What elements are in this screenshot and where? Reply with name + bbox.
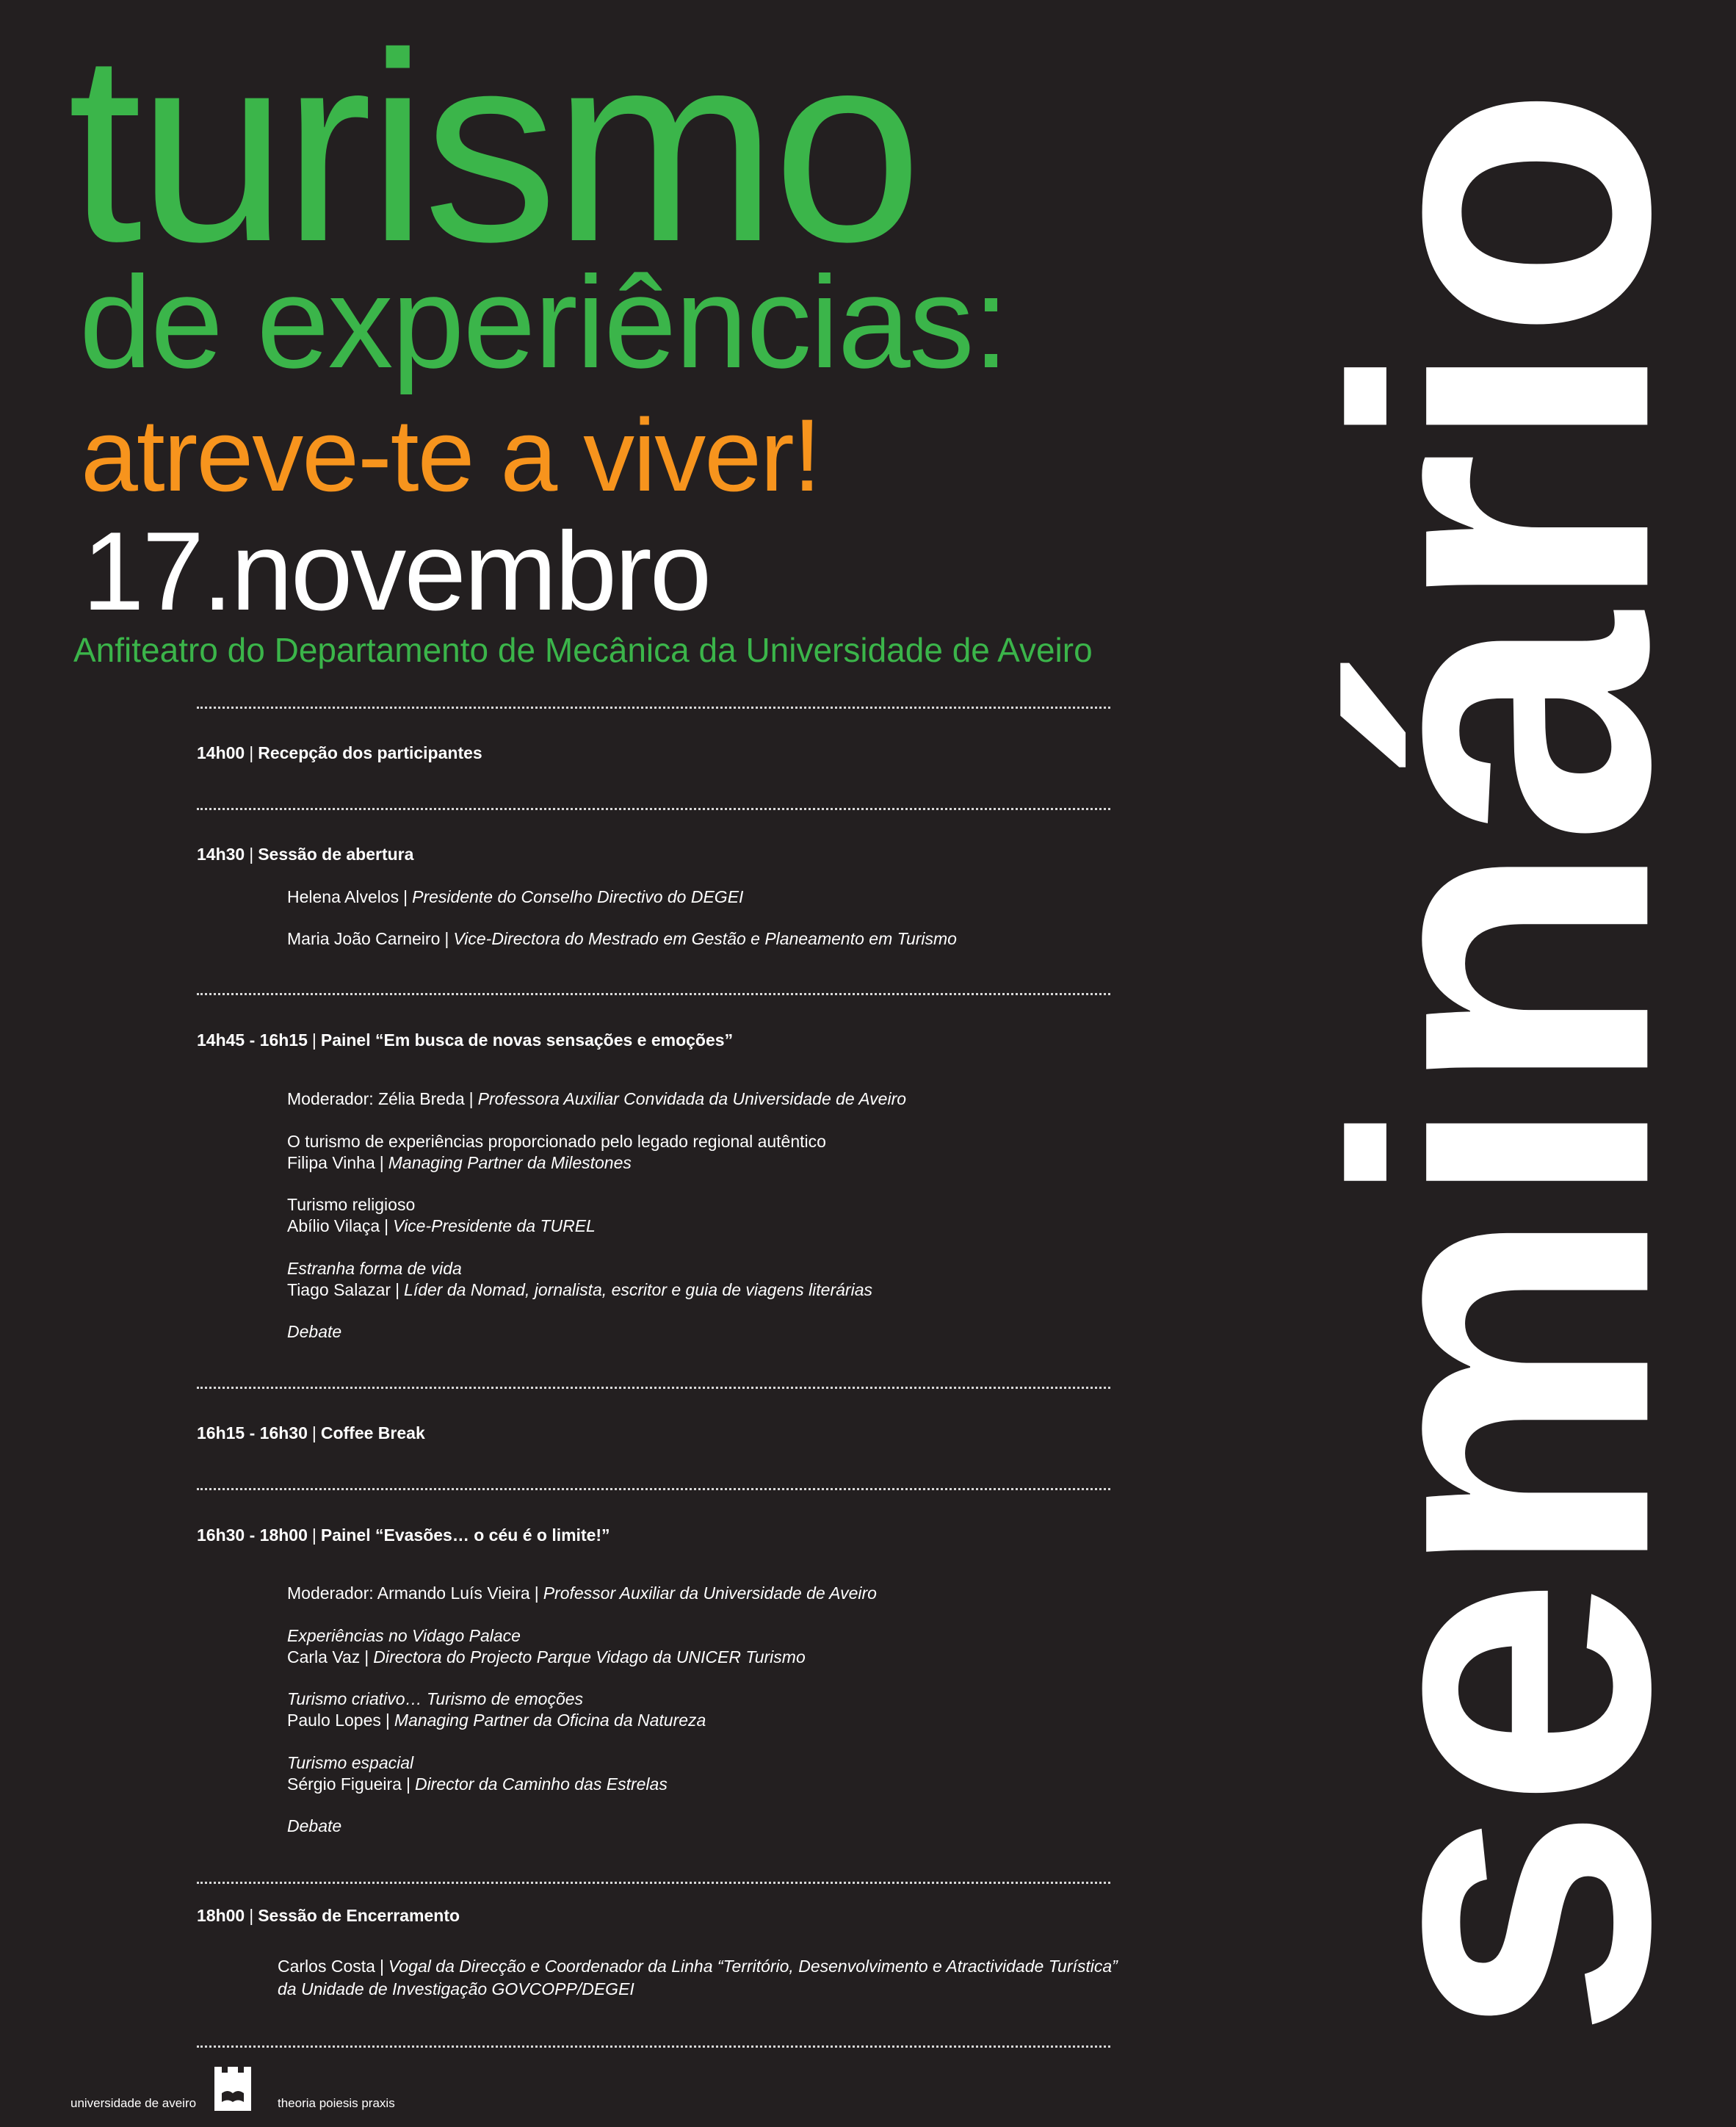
talk-topic: O turismo de experiências proporcionado pelo legado regional autêntico [287,1132,826,1151]
debate-label: Debate [287,1322,342,1341]
speaker-line [287,1155,632,1171]
speaker-role: Vice-Presidente da TUREL [393,1216,596,1235]
separator: | [534,1583,539,1603]
speaker-role: Managing Partner da Milestones [388,1153,632,1172]
speaker-name: Carla Vaz [287,1647,361,1666]
speaker-role: Managing Partner da Oficina da Natureza [394,1711,706,1730]
session-heading [197,1425,425,1442]
session-time: 16h30 - 18h00 [197,1525,308,1545]
moderator-role: Professor Auxiliar da Universidade de Aveiro [543,1583,877,1603]
speaker-role: Director da Caminho das Estrelas [414,1774,668,1794]
speaker-role-continued: da Unidade de Investigação GOVCOPP/DEGEI [278,1979,634,1998]
moderator-name: Moderador: Armando Luís Vieira [287,1583,530,1603]
talk-topic: Turismo espacial [287,1753,414,1772]
divider [197,808,1110,810]
debate-label: Debate [287,1816,342,1835]
separator: | [311,1423,317,1442]
divider [197,1488,1110,1490]
session-heading [197,745,482,762]
event-date: 17.novembro [82,509,710,634]
moderator-name: Moderador: Zélia Breda [287,1089,465,1108]
moderator-line [287,1585,877,1602]
divider [197,1387,1110,1389]
speaker-line [287,1712,706,1729]
speaker-line [278,1958,1118,1975]
session-title: Recepção dos participantes [258,743,482,762]
session-time: 18h00 [197,1906,245,1925]
university-name: universidade de aveiro [70,2096,197,2110]
speaker-role: Líder da Nomad, jornalista, escritor e guia de viagens literárias [404,1280,872,1299]
vertical-title: seminário [1268,87,1736,2040]
poster-tagline: atreve-te a viver! [81,397,820,513]
university-crest-icon [210,2064,256,2114]
speaker-line [287,1776,668,1793]
poster-title: turismo [68,0,918,297]
talk-topic: Estranha forma de vida [287,1259,462,1278]
talk-topic: Experiências no Vidago Palace [287,1626,521,1645]
moderator-line [287,1091,906,1108]
session-time: 14h00 [197,743,245,762]
speaker-name: Maria João Carneiro [287,929,441,948]
separator: | [395,1280,400,1299]
divider [197,1882,1110,1884]
speaker-name: Helena Alvelos [287,887,399,906]
separator: | [379,1153,384,1172]
separator: | [311,1525,317,1545]
divider [197,2045,1110,2048]
divider [197,993,1110,995]
speaker-name: Filipa Vinha [287,1153,375,1172]
poster-subtitle: de experiências: [79,249,1008,395]
separator: | [405,1774,411,1794]
speaker-name: Sérgio Figueira [287,1774,402,1794]
session-heading [197,1032,733,1049]
session-time: 16h15 - 16h30 [197,1423,308,1442]
separator: | [249,743,254,762]
speaker-role: Vogal da Direcção e Coordenador da Linha “Território, Desenvolvimento e Atractividade Turística” [388,1957,1118,1976]
separator: | [249,845,254,864]
separator: | [469,1089,474,1108]
session-heading [197,1527,610,1544]
talk-topic: Turismo religioso [287,1195,416,1214]
session-heading [197,1907,460,1924]
speaker-line [287,1649,806,1666]
speaker-role: Presidente do Conselho Directivo do DEGEI [412,887,744,906]
university-motto: theoria poiesis praxis [278,2096,395,2110]
session-title: Sessão de abertura [258,845,414,864]
session-title: Painel “Em busca de novas sensações e emoções” [320,1030,734,1050]
speaker-line [287,889,743,906]
speaker-line [287,1282,872,1299]
session-title: Coffee Break [320,1423,425,1442]
speaker-role: Directora do Projecto Parque Vidago da UNICER Turismo [373,1647,806,1666]
session-time: 14h45 - 16h15 [197,1030,308,1050]
speaker-line [287,931,957,947]
separator: | [385,1711,390,1730]
speaker-name: Abílio Vilaça [287,1216,380,1235]
separator: | [384,1216,389,1235]
session-title: Sessão de Encerramento [258,1906,460,1925]
speaker-name: Carlos Costa [278,1957,375,1976]
separator: | [379,1957,384,1976]
event-venue: Anfiteatro do Departamento de Mecânica da Universidade de Aveiro [73,631,1093,669]
separator: | [403,887,408,906]
divider [197,707,1110,709]
separator: | [311,1030,317,1050]
separator: | [444,929,449,948]
session-title: Painel “Evasões… o céu é o limite!” [320,1525,610,1545]
session-time: 14h30 [197,845,245,864]
session-heading [197,846,413,863]
speaker-line [287,1218,596,1235]
speaker-name: Tiago Salazar [287,1280,391,1299]
moderator-role: Professora Auxiliar Convidada da Universidade de Aveiro [477,1089,907,1108]
talk-topic: Turismo criativo… Turismo de emoções [287,1689,584,1708]
separator: | [249,1906,254,1925]
separator: | [364,1647,369,1666]
speaker-role: Vice-Directora do Mestrado em Gestão e Planeamento em Turismo [453,929,957,948]
speaker-name: Paulo Lopes [287,1711,381,1730]
